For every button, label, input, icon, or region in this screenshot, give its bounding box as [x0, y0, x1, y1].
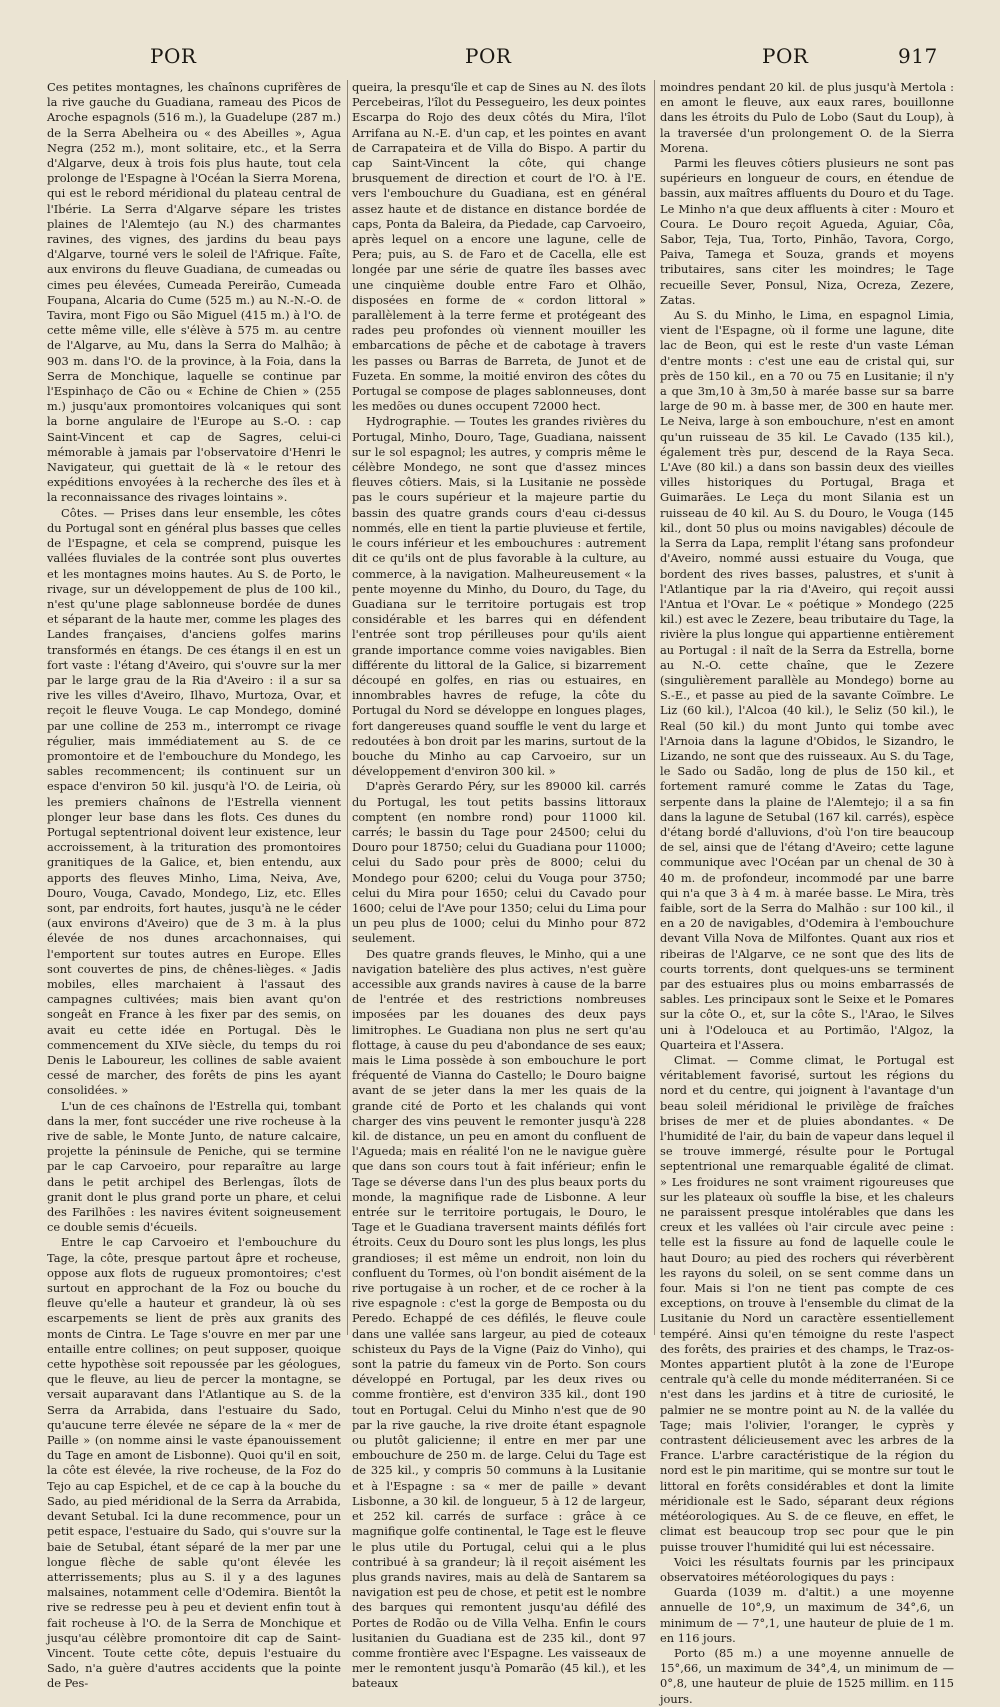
- paragraph: moindres pendant 20 kil. de plus jusqu'à Mertola : en amont le fleuve, aux eaux rares, bouillonne dans les étroits du Pulo de Lobo (Saut du Loup), à la traversée d'un prolongement O. de la Sierra Morena.: [660, 80, 954, 155]
- paragraph: Côtes. — Prises dans leur ensemble, les côtes du Portugal sont en général plus basses que celles de l'Espagne, et cela se comprend, puisque les vallées fluviales de la contrée sont plus ouvertes et les montagnes moins hautes. Au S. de Porto, le rivage, sur un développement de plus de 100 kil., n'est qu'une plage sablonneuse bordée de dunes et séparant de la haute mer, comme les plages des Landes françaises, d'anciens golfes marins transformés en étangs. De ces étangs il en est un fort vaste : l'étang d'Aveiro, qui s'ouvre sur la mer par le large grau de la Ria d'Aveiro : il a sur sa rive les villes d'Aveiro, Ilhavo, Murtoza, Ovar, et reçoit le fleuve Vouga. Le cap Mondego, dominé par une colline de 253 m., interrompt ce rivage régulier, mais immédiatement au S. de ce promontoire et de l'embouchure du Mondego, les sables recommencent; ils continuent sur un espace d'environ 50 kil. jusqu'à l'O. de Leiria, où les premiers chaînons de l'Estrella viennent plonger leur base dans les flots. Ces dunes du Portugal septentrional doivent leur existence, leur accroissement, à la trituration des promontoires granitiques de la Galice, et, bien entendu, aux apports des fleuves Minho, Lima, Neiva, Ave, Douro, Vouga, Cavado, Mondego, Liz, etc. Elles sont, par endroits, fort hautes, jusqu'à ne le céder (aux environs d'Aveiro) que de 3 m. à la plus élevée de nos dunes arcachonnaises, qui l'emportent sur toutes autres en Europe. Elles sont couvertes de pins, de chênes-lièges. « Jadis mobiles, elles marchaient à l'assaut des campagnes cultivées; mais bien avant qu'on songeât en France à les fixer par des semis, on avait eu cette idée en Portugal. Dès le commencement du XIVe siècle, du temps du roi Denis le Laboureur, les collines de sable avaient cessé de marcher, des forêts de pins les ayant consolidées. »: [47, 505, 341, 1098]
- page-number: 917: [898, 44, 938, 68]
- text-column-3: [660, 80, 954, 1706]
- running-head-center: POR: [465, 44, 512, 68]
- paragraph: L'un de ces chaînons de l'Estrella qui, tombant dans la mer, font succéder une rive rocheuse à la rive de sable, le Monte Junto, de nature calcaire, projette la péninsule de Peniche, qui se termine par le cap Carvoeiro, pour reparaître au large dans le petit archipel des Berlengas, îlots de granit dont le plus grand porte un phare, et celui des Farilhões : les navires évitent soigneusement ce double semis d'écueils.: [47, 1098, 341, 1235]
- running-head-left: POR: [150, 44, 197, 68]
- paragraph: Hydrographie. — Toutes les grandes rivières du Portugal, Minho, Douro, Tage, Guadiana, naissent sur le sol espagnol; les autres, y compris même le célèbre Mondego, ne sont que d'assez minces fleuves côtiers. Mais, si la Lusitanie ne possède pas le cours supérieur et la majeure partie du bassin des quatre grands cours d'eau ci-dessus nommés, elle en tient la partie pluvieuse et fertile, le cours inférieur et les embouchures : autrement dit ce qu'ils ont de plus favorable à la culture, au commerce, à la navigation. Malheureusement « la pente moyenne du Minho, du Douro, du Tage, du Guadiana sur le territoire portugais est trop considérable et les barres qui en défendent l'entrée sont trop périlleuses pour qu'ils aient grande importance comme voies navigables. Bien différente du littoral de la Galice, si bizarrement découpé en golfes, en rias ou estuaires, en innombrables havres de refuge, la côte du Portugal du Nord se développe en longues plages, fort dangereuses quand souffle le vent du large et redoutées à bon droit par les marins, surtout de la bouche du Minho au cap Carvoeiro, sur un développement d'environ 300 kil. »: [352, 414, 646, 779]
- paragraph: Au S. du Minho, le Lima, en espagnol Limia, vient de l'Espagne, où il forme une lagune, dite lac de Beon, qui est le reste d'un vaste Léman d'entre monts : c'est une eau de cristal qui, sur près de 150 kil., en a 70 ou 75 en Lusitanie; il n'y a que 3m,10 à 3m,50 à marée basse sur sa barre large de 90 m. à basse mer, de 300 en haute mer. Le Neiva, large à son embouchure, n'est en amont qu'un ruisseau de 35 kil. Le Cavado (135 kil.), également très pur, descend de la Raya Seca. L'Ave (80 kil.) a dans son bassin deux des vieilles villes historiques du Portugal, Braga et Guimarães. Le Leça du mont Silania est un ruisseau de 40 kil. Au S. du Douro, le Vouga (145 kil., dont 50 plus ou moins navigables) découle de la Serra da Lapa, remplit l'étang sans profondeur d'Aveiro, nommé aussi estuaire du Vouga, que bordent des rives basses, palustres, et s'unit à l'Atlantique par la ria d'Aveiro, qui reçoit aussi l'Antua et l'Ovar. Le « poétique » Mondego (225 kil.) est avec le Zezere, beau tributaire du Tage, la rivière la plus longue qui appartienne entièrement au Portugal : il naît de la Serra da Estrella, borne au N.-O. cette chaîne, que le Zezere (singulièrement parallèle au Mondego) borne au S.-E., et passe au pied de la savante Coïmbre. Le Liz (60 kil.), l'Alcoa (40 kil.), le Seliz (50 kil.), le Real (50 kil.) du mont Junto qui tombe avec l'Arnoia dans la lagune d'Obidos, le Sizandro, le Lizando, ne sont que des ruisseaux. Au S. du Tage, le Sado ou Sadão, long de plus de 150 kil., et fortement ramuré comme le Zatas du Tage, serpente dans la plaine de l'Alemtejo; il a sa fin dans la lagune de Setubal (167 kil. carrés), espèce d'étang bordé d'alluvions, d'où l'on tire beaucoup de sel, ainsi que de l'étang d'Aveiro; cette lagune communique avec l'Océan par un chenal de 30 à 40 m. de profondeur, incommodé par une barre qui n'a que 3 à 4 m. à marée basse. Le Mira, très faible, sort de la Serra do Malhão : sur 100 kil., il en a 20 de navigables, d'Odemira à l'embouchure devant Villa Nova de Milfontes. Quant aux rios et ribeiras de l'Algarve, ce ne sont que des lits de courts torrents, dont quelques-uns se terminent par des estuaires plus ou moins embarrassés de sables. Les principaux sont le Seixe et le Pomares sur la côte O., et, sur la côte S., l'Arao, le Silves uni à l'Odelouca et au Portimão, l'Algoz, la Quarteira et l'Assera.: [660, 308, 954, 1052]
- paragraph: Voici les résultats fournis par les principaux observatoires météorologiques du pays :: [660, 1554, 954, 1584]
- column-rule: [347, 80, 348, 1335]
- paragraph: Parmi les fleuves côtiers plusieurs ne sont pas supérieurs en longueur de cours, en étendue de bassin, aux maîtres affluents du Douro et du Tage. Le Minho n'a que deux affluents à citer : Mouro et Coura. Le Douro reçoit Agueda, Aguiar, Côa, Sabor, Teja, Tua, Torto, Pinhão, Tavora, Corgo, Paiva, Tamega et Souza, grands et moyens tributaires, sans citer les moindres; le Tage recueille Sever, Ponsul, Niza, Ocreza, Zezere, Zatas.: [660, 156, 954, 307]
- paragraph: queira, la presqu'île et cap de Sines au N. des îlots Percebeiras, l'îlot du Pessegueiro, les deux pointes Escarpa do Rojo des deux côtés du Mira, l'îlot Arrifana au N.-E. d'un cap, et les pointes en avant de Carrapateira et de Villa do Bispo. A partir du cap Saint-Vincent la côte, qui change brusquement de direction et court de l'O. à l'E. vers l'embouchure du Guadiana, est en général assez haute et de distance en distance bordée de caps, Ponta da Baleira, da Piedade, cap Carvoeiro, après lequel on a encore une lagune, celle de Pera; puis, au S. de Faro et de Cacella, elle est longée par une série de quatre îles basses avec une cinquième double entre Faro et Olhão, disposées en forme de « cordon littoral » parallèlement à la terre ferme et protégeant des rades peu profondes où viennent mouiller les embarcations de pêche et de cabotage à travers les passes ou Barras de Barreta, de Junot et de Fuzeta. En somme, la moitié environ des côtes du Portugal se compose de plages sablonneuses, dont les medões ou dunes occupent 72000 hect.: [352, 80, 646, 414]
- paragraph: Climat. — Comme climat, le Portugal est véritablement favorisé, surtout les régions du nord et du centre, qui joignent à l'avantage d'un beau soleil méridional le privilège de fraîches brises de mer et de pluies abondantes. « De l'humidité de l'air, du bain de vapeur dans lequel il se trouve immergé, résulte pour le Portugal septentrional une remarquable égalité de climat. » Les froidures ne sont vraiment rigoureuses que sur les plateaux où souffle la bise, et les chaleurs ne paraissent presque intolérables que dans les creux et les vallées où l'air circule avec peine : telle est la fissure au fond de laquelle coule le haut Douro; au pied des rochers qui réverbèrent les rayons du soleil, on se sent comme dans un four. Mais si l'on ne tient pas compte de ces exceptions, on trouve à l'ensemble du climat de la Lusitanie du Nord un caractère essentiellement tempéré. Ainsi qu'en témoigne du reste l'aspect des forêts, des prairies et des champs, le Traz-os-Montes appartient plutôt à la zone de l'Europe centrale qu'à celle du monde méditerranéen. Si ce n'est dans les jardins et à titre de curiosité, le palmier ne se montre point au N. de la vallée du Tage; mais l'olivier, l'oranger, le cyprès y contrastent délicieusement avec les arbres de la France. L'arbre caractéristique de la région du nord est le pin maritime, qui se montre sur tout le littoral en forêts considérables et dont la limite méridionale est le Sado, séparant deux régions météorologiques. Au S. de ce fleuve, en effet, le climat est beaucoup trop sec pour que le pin puisse trouver l'humidité qui lui est nécessaire.: [660, 1053, 954, 1554]
- running-head-right: POR: [762, 44, 809, 68]
- column-rule: [654, 80, 655, 1335]
- paragraph: Ces petites montagnes, les chaînons cuprifères de la rive gauche du Guadiana, rameau des Picos de Aroche espagnols (516 m.), la Guadelupe (287 m.) de la Serra Abelheira ou « des Abeilles », Agua Negra (252 m.), mont solitaire, etc., et la Serra d'Algarve, deux à trois fois plus haute, tout cela prolonge de l'Espagne à l'Océan la Sierra Morena, qui est le rebord méridional du plateau central de l'Ibérie. La Serra d'Algarve sépare les tristes plaines de l'Alemtejo (au N.) des charmantes ravines, des vignes, des jardins du beau pays d'Algarve, tourné vers le soleil de l'Afrique. Faîte, aux environs du fleuve Guadiana, de cumeadas ou cimes peu élevées, Cumeada Pereirão, Cumeada Foupana, Alcaria do Cume (525 m.) au N.-N.-O. de Tavira, mont Figo ou São Miguel (415 m.) à l'O. de cette même ville, elle s'élève à 575 m. au centre de l'Algarve, au Mu, dans la Serra do Malhão; à 903 m. dans l'O. de la province, à la Foia, dans la Serra de Monchique, laquelle se continue par l'Espinhaço de Cão ou « Echine de Chien » (255 m.) jusqu'aux promontoires volcaniques qui sont la borne angulaire de l'Europe au S.-O. : cap Saint-Vincent et cap de Sagres, celui-ci mémorable à jamais par l'observatoire d'Henri le Navigateur, qui guettait de là « le retour des expéditions envoyées à la recherche des îles et à la reconnaissance des rivages lointains ».: [47, 80, 341, 505]
- paragraph: Guarda (1039 m. d'altit.) a une moyenne annuelle de 10°,9, un maximum de 34°,6, un minimum de — 7°,1, une hauteur de pluie de 1 m. en 116 jours.: [660, 1585, 954, 1645]
- text-column-1: [47, 80, 341, 1691]
- paragraph: Entre le cap Carvoeiro et l'embouchure du Tage, la côte, presque partout âpre et rocheuse, oppose aux flots de rugueux promontoires; c'est surtout en approchant de la Foz ou bouche du fleuve qu'elle a hauteur et grandeur, là où ses escarpements se lient de près aux granits des monts de Cintra. Le Tage s'ouvre en mer par une entaille entre collines; on peut supposer, quoique cette hypothèse soit repoussée par les géologues, que le fleuve, au lieu de percer la montagne, se versait auparavant dans l'Atlantique au S. de la Serra da Arrabida, dans l'estuaire du Sado, qu'aucune terre élevée ne sépare de la « mer de Paille » (on nomme ainsi le vaste épanouissement du Tage en amont de Lisbonne). Quoi qu'il en soit, la côte est élevée, la rive rocheuse, de la Foz do Tejo au cap Espichel, et de ce cap à la bouche du Sado, au pied méridional de la Serra da Arrabida, devant Setubal. Ici la dune recommence, pour un petit espace, l'estuaire du Sado, qui s'ouvre sur la baie de Setubal, étant séparé de la mer par une longue flèche de sable qu'ont élevée les atterrissements; plus au S. il y a des lagunes malsaines, notamment celle d'Odemira. Bientôt la rive se redresse peu à peu et devient enfin tout à fait rocheuse à l'O. de la Serra de Monchique et jusqu'au célèbre promontoire dit cap de Saint-Vincent. Toute cette côte, depuis l'estuaire du Sado, n'a guère d'autres accidents que la pointe de Pes-: [47, 1235, 341, 1691]
- paragraph: Porto (85 m.) a une moyenne annuelle de 15°,66, un maximum de 34°,4, un minimum de — 0°,8, une hauteur de pluie de 1525 millim. en 115 jours.: [660, 1645, 954, 1706]
- text-column-2: [352, 80, 646, 1691]
- paragraph: D'après Gerardo Péry, sur les 89000 kil. carrés du Portugal, les tout petits bassins littoraux comptent (en nombre rond) pour 11000 kil. carrés; le bassin du Tage pour 24500; celui du Douro pour 18750; celui du Guadiana pour 11000; celui du Sado pour près de 8000; celui du Mondego pour 6200; celui du Vouga pour 3750; celui du Mira pour 1650; celui du Cavado pour 1600; celui de l'Ave pour 1350; celui du Lima pour un peu plus de 1000; celui du Minho pour 872 seulement.: [352, 779, 646, 946]
- paragraph: Des quatre grands fleuves, le Minho, qui a une navigation batelière des plus actives, n'est guère accessible aux grands navires à cause de la barre de l'entrée et des restrictions nombreuses imposées par les douanes des deux pays limitrophes. Le Guadiana non plus ne sert qu'au flottage, à cause du peu d'abondance de ses eaux; mais le Lima possède à son embouchure le port fréquenté de Vianna do Castello; le Douro baigne avant de se jeter dans la mer les quais de la grande cité de Porto et les chalands qui vont charger des vins peuvent le remonter jusqu'à 228 kil. de distance, un peu en amont du confluent de l'Agueda; mais en réalité l'on ne le navigue guère que dans son cours tout à fait inférieur; enfin le Tage se déverse dans l'un des plus beaux ports du monde, la magnifique rade de Lisbonne. A leur entrée sur le territoire portugais, le Douro, le Tage et le Guadiana traversent maints défilés fort étroits. Ceux du Douro sont les plus longs, les plus grandioses; il est même un endroit, non loin du confluent du Tormes, où l'on bondit aisément de la rive portugaise à un rocher, et de ce rocher à la rive espagnole : c'est la gorge de Bemposta ou du Peredo. Echappé de ces défilés, le fleuve coule dans une vallée sans largeur, au pied de coteaux schisteux du Pays de la Vigne (Paiz do Vinho), qui sont la patrie du fameux vin de Porto. Son cours développé en Portugal, par les deux rives ou comme frontière, est d'environ 335 kil., dont 190 tout en Portugal. Celui du Minho n'est que de 90 par la rive gauche, la rive droite étant espagnole ou plutôt galicienne; il entre en mer par une embouchure de 250 m. de large. Celui du Tage est de 325 kil., y compris 50 communs à la Lusitanie et à l'Espagne : sa « mer de paille » devant Lisbonne, a 30 kil. de longueur, 5 à 12 de largeur, et 252 kil. carrés de surface : grâce à ce magnifique golfe continental, le Tage est le fleuve le plus utile du Portugal, celui qui a le plus contribué à sa grandeur; là il reçoit aisément les plus grands navires, mais au delà de Santarem sa navigation est peu de chose, et petit est le nombre des barques qui remontent jusqu'au défilé des Portes de Rodão ou de Villa Velha. Enfin le cours lusitanien du Guadiana est de 235 kil., dont 97 comme frontière avec l'Espagne. Les vaisseaux de mer le remontent jusqu'à Pomarão (45 kil.), et les bateaux: [352, 946, 646, 1691]
